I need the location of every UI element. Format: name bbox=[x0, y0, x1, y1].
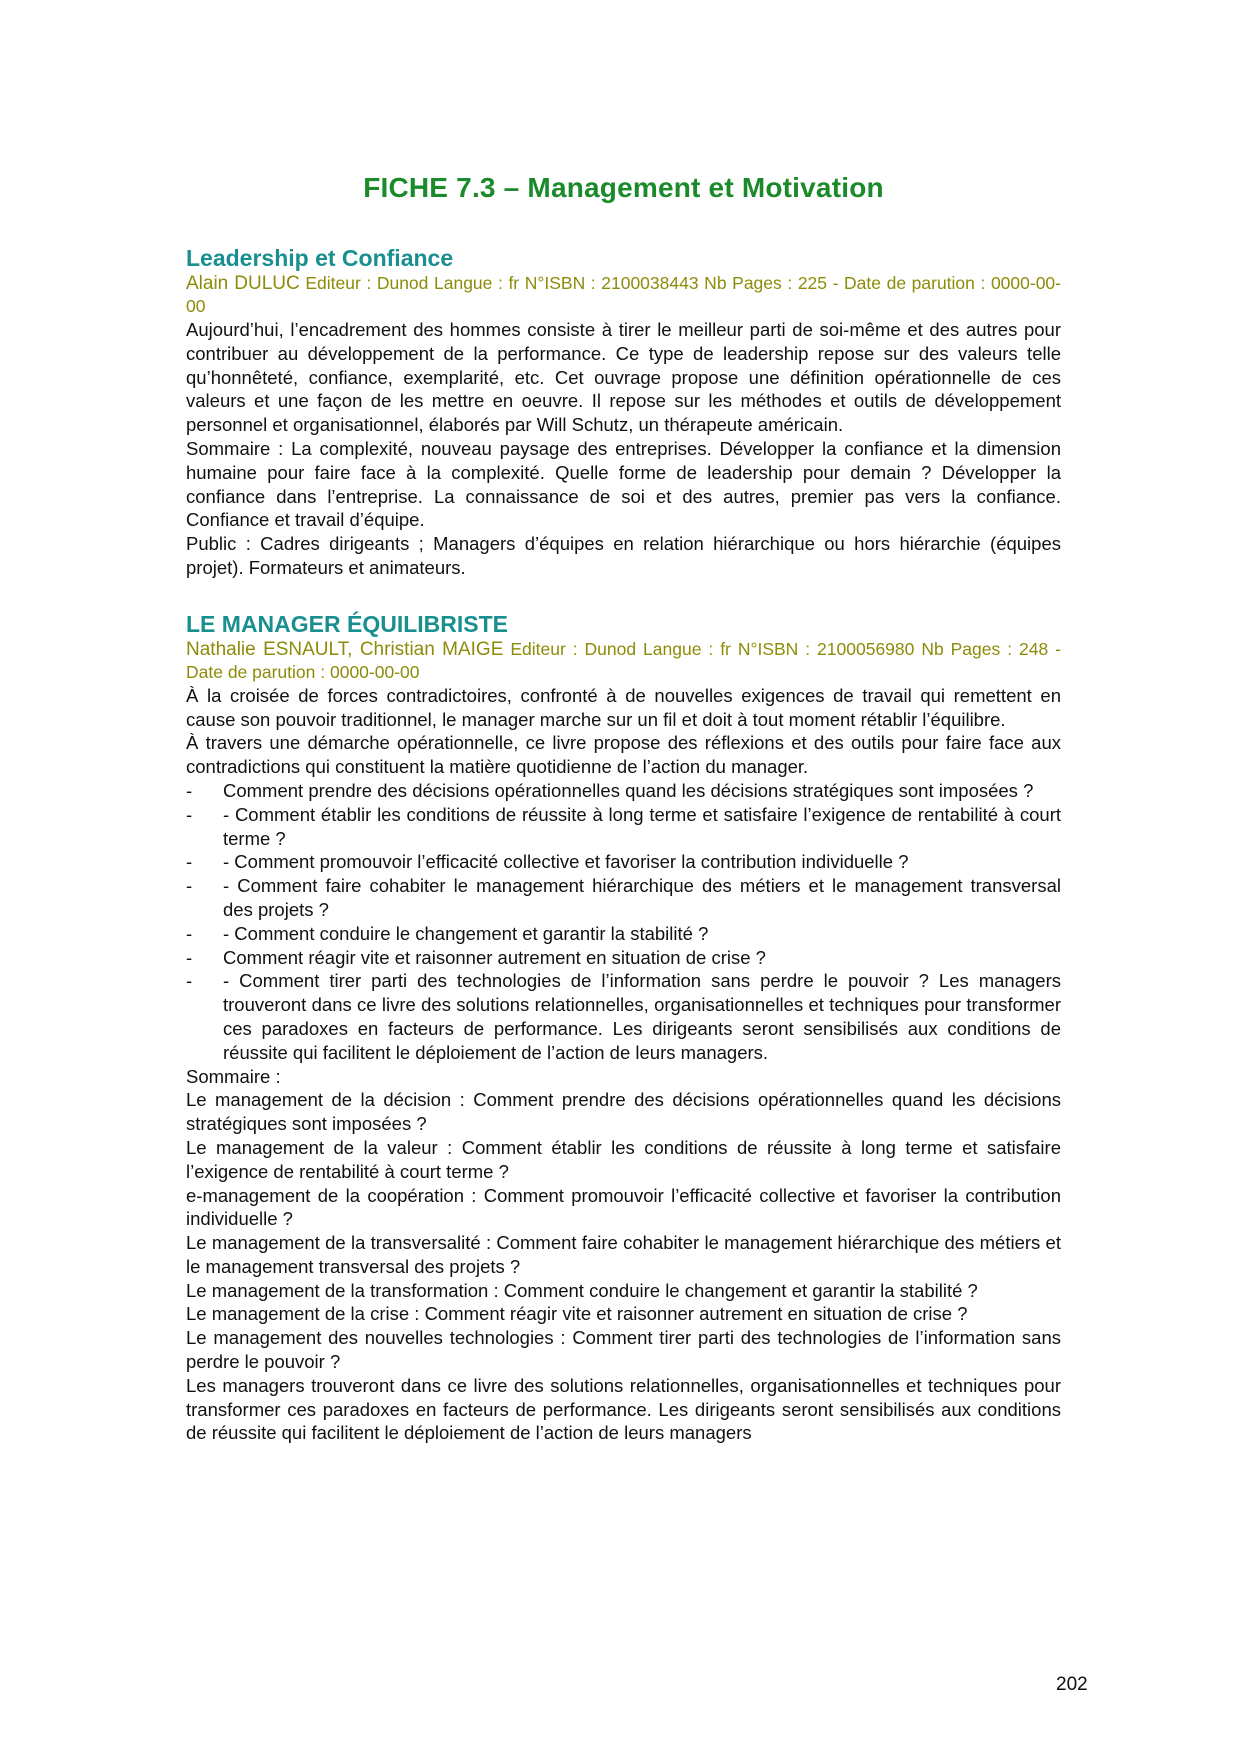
summary-conclusion: Les managers trouveront dans ce livre des solutions relationnelles, organisationnelles et techniques pour transformer ces paradoxes en facteurs de performance. Les dirigeants seront sensibilisés aux conditions de réussite qui facilitent le déploiement de l’action de leurs managers bbox=[186, 1374, 1061, 1444]
book-intro: À travers une démarche opérationnelle, ce livre propose des réflexions et des outils pour faire face aux contradictions qui constituent la matière quotidienne de l’action du manager. bbox=[186, 732, 1061, 778]
page-content bbox=[186, 168, 1061, 1475]
book-meta-details: Editeur : Dunod Langue : fr N°ISBN : 2100038443 Nb Pages : 225 - Date de parution : 0000-00-00 bbox=[186, 273, 1061, 316]
list-item bbox=[186, 779, 1061, 803]
summary-item: Le management des nouvelles technologies : Comment tirer parti des technologies de l’information sans perdre le pouvoir ? bbox=[186, 1327, 1061, 1373]
book-intro: À la croisée de forces contradictoires, confronté à de nouvelles exigences de travail qui remettent en cause son pouvoir traditionnel, le manager marche sur un fil et doit à tout moment rétablir l’équilibre. bbox=[186, 684, 1061, 730]
question-list bbox=[186, 779, 1061, 1065]
summary-item: e-management de la coopération : Comment promouvoir l’efficacité collective et favoriser la contribution individuelle ? bbox=[186, 1184, 1061, 1230]
list-item bbox=[186, 922, 1061, 946]
list-item bbox=[186, 803, 1061, 851]
bullet-marker: - bbox=[186, 851, 193, 873]
list-item bbox=[186, 874, 1061, 922]
summary-item: Le management de la transformation : Comment conduire le changement et garantir la stabilité ? bbox=[186, 1279, 978, 1301]
book-author: Nathalie ESNAULT, Christian MAIGE bbox=[186, 638, 504, 660]
page-title: FICHE 7.3 – Management et Motivation bbox=[363, 172, 884, 203]
book-meta bbox=[186, 272, 1061, 318]
summary-item: Le management de la transversalité : Comment faire cohabiter le management hiérarchique des métiers et le management transversal des projets ? bbox=[186, 1232, 1061, 1277]
list-item-text: - Comment promouvoir l’efficacité collective et favoriser la contribution individuelle ? bbox=[223, 851, 909, 873]
book-summary: Sommaire : La complexité, nouveau paysage des entreprises. Développer la confiance et la dimension humaine pour faire face à la complexité. Quelle forme de leadership pour demain ? Développer la confiance dans l’entreprise. La connaissance de soi et des autres, premier pas vers la confiance. Confiance et travail d’équipe. bbox=[186, 437, 1061, 531]
bullet-marker: - bbox=[186, 946, 193, 968]
book-meta-details: Editeur : Dunod Langue : fr N°ISBN : 2100056980 Nb Pages : 248 - Date de parution : 0000-00-00 bbox=[186, 638, 1061, 682]
list-item-text: Comment réagir vite et raisonner autrement en situation de crise ? bbox=[223, 946, 766, 968]
summary-item: Le management de la décision : Comment prendre des décisions opérationnelles quand les décisions stratégiques sont imposées ? bbox=[186, 1089, 1061, 1135]
book-author: Alain DULUC bbox=[186, 273, 300, 294]
book-description: Aujourd’hui, l’encadrement des hommes consiste à tirer le meilleur parti de soi-même et des autres pour contribuer au développement de la performance. Ce type de leadership repose sur des valeurs telle qu’honnêteté, confiance, exemplarité, etc. Cet ouvrage propose une définition opérationnelle de ces valeurs et une façon de les mettre en oeuvre. Il repose sur les méthodes et outils de développement personnel et organisationnel, élaborés par Will Schutz, un thérapeute américain. bbox=[186, 319, 1061, 436]
summary-item: Le management de la crise : Comment réagir vite et raisonner autrement en situation de crise ? bbox=[186, 1303, 968, 1325]
bullet-marker: - bbox=[186, 875, 193, 897]
book-title: LE MANAGER ÉQUILIBRISTE bbox=[186, 610, 509, 637]
bullet-marker: - bbox=[186, 779, 193, 801]
list-item-text: - Comment faire cohabiter le management hiérarchique des métiers et le management transversal des projets ? bbox=[223, 875, 1061, 920]
bullet-marker: - bbox=[186, 970, 193, 992]
list-item bbox=[186, 946, 1061, 970]
list-item bbox=[186, 850, 1061, 874]
list-item-text: - Comment tirer parti des technologies de l’information sans perdre le pouvoir ? Les managers trouveront dans ce livre des solutions relationnelles, organisationnelles et techniques pour transformer ces paradoxes en facteurs de performance. Les dirigeants seront sensibilisés aux conditions de réussite qui facilitent le déploiement de l’action de leurs managers. bbox=[223, 970, 1061, 1063]
bullet-marker: - bbox=[186, 803, 193, 825]
bullet-marker: - bbox=[186, 922, 193, 944]
list-item-text: - Comment conduire le changement et garantir la stabilité ? bbox=[223, 922, 709, 944]
book-entry-2 bbox=[186, 610, 1061, 1446]
book-meta bbox=[186, 638, 1061, 684]
list-item-text: - Comment établir les conditions de réussite à long terme et satisfaire l’exigence de rentabilité à court terme ? bbox=[223, 803, 1061, 849]
list-item-text: Comment prendre des décisions opérationnelles quand les décisions stratégiques sont imposées ? bbox=[223, 779, 1034, 801]
summary-label: Sommaire : bbox=[186, 1065, 281, 1087]
summary-item: Le management de la valeur : Comment établir les conditions de réussite à long terme et satisfaire l’exigence de rentabilité à court terme ? bbox=[186, 1136, 1061, 1182]
book-audience: Public : Cadres dirigeants ; Managers d’équipes en relation hiérarchique ou hors hiérarchie (équipes projet). Formateurs et animateurs. bbox=[186, 533, 1061, 578]
list-item bbox=[186, 969, 1061, 1064]
book-entry-1 bbox=[186, 244, 1061, 580]
book-title: Leadership et Confiance bbox=[186, 245, 454, 271]
page-number: 202 bbox=[1056, 1674, 1088, 1695]
